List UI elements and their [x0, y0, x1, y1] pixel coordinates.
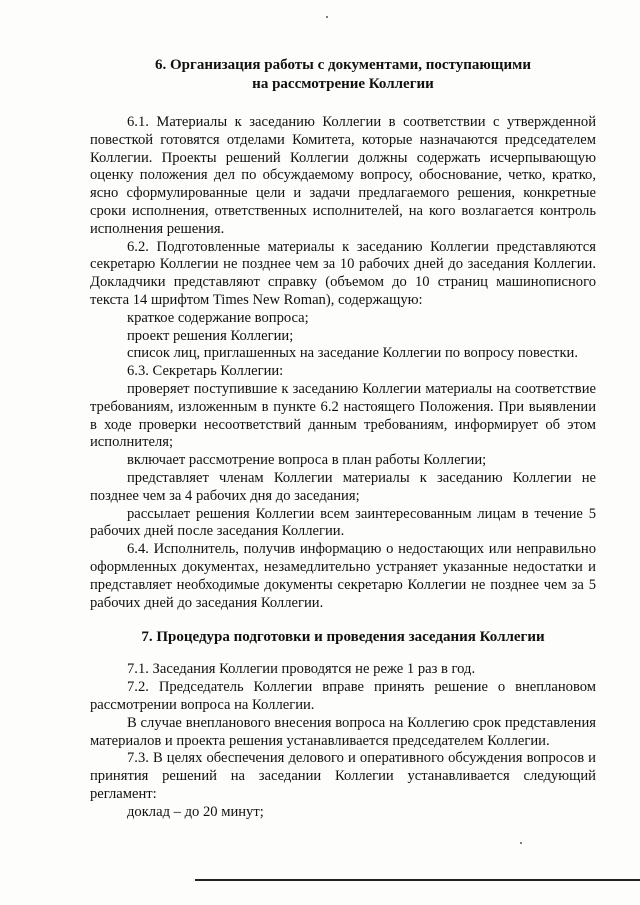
list-item-report-time: доклад – до 20 минут;	[127, 803, 264, 820]
paragraph-7-1: 7.1. Заседания Коллегии проводятся не реже 1 раз в год.	[127, 661, 476, 678]
paragraph-6-4: 6.4. Исполнитель, получив информацию о недостающих или неправильно оформленных документах, незамедлительно устраняет указанные недостатки и представляет необходимые документы секретарю Коллегии не позднее чем за 5 рабочих дней до заседания Коллегии.	[90, 541, 596, 611]
paragraph-6-2: 6.2. Подготовленные материалы к заседанию Коллегии представляются секретарю Коллегии не позднее чем за 10 рабочих дней до заседания Коллегии. Докладчики представляют справку (объемом до 10 страниц машинописного текста 14 шрифтом Times New Roman), содержащую:	[90, 238, 596, 308]
section-7-body	[90, 661, 596, 821]
scan-speck	[520, 842, 522, 844]
list-item-sends-decisions: рассылает решения Коллегии всем заинтересованным лицам в течение 5 рабочих дней после заседания Коллегии.	[90, 505, 596, 540]
paragraph-6-1: 6.1. Материалы к заседанию Коллегии в соответствии с утвержденной повесткой готовятся отделами Комитета, которые назначаются председателем Коллегии. Проекты решений Коллегии должны содержать исчерпывающую оценку положения дел по обсуждаемому вопросу, обоснование, четко, кратко, ясно сформулированные цели и задачи предлагаемого решения, конкретные сроки исполнения, ответственных исполнителей, на кого возлагается контроль исполнения решения.	[90, 114, 596, 237]
scan-speck	[326, 16, 328, 18]
section-6-title-line-1: 6. Организация работы с документами, поступающими	[155, 57, 531, 73]
list-item-summary: краткое содержание вопроса;	[127, 309, 309, 326]
section-6-body	[90, 114, 596, 612]
list-item-includes-in-plan: включает рассмотрение вопроса в план работы Коллегии;	[127, 452, 487, 469]
paragraph-6-3: 6.3. Секретарь Коллегии:	[127, 363, 284, 380]
list-item-invitees: список лиц, приглашенных на заседание Коллегии по вопросу повестки.	[127, 345, 578, 362]
paragraph-unplanned: В случае внепланового внесения вопроса на Коллегию срок представления материалов и проекта решения устанавливается председателем Коллегии.	[90, 714, 596, 749]
section-6-title	[90, 56, 596, 94]
list-item-presents-to-members: представляет членам Коллегии материалы к заседанию Коллегии не позднее чем за 4 рабочих дня до заседания;	[90, 469, 596, 504]
paragraph-7-2: 7.2. Председатель Коллегии вправе принять решение о внеплановом рассмотрении вопроса на Коллегии.	[90, 679, 596, 713]
scan-edge-line	[195, 879, 640, 881]
list-item-draft-decision: проект решения Коллегии;	[127, 327, 294, 344]
list-item-checks-materials: проверяет поступившие к заседанию Коллегии материалы на соответствие требованиям, изложенным в пункте 6.2 настоящего Положения. При выявлении в ходе проверки несоответствий данным требованиям, информирует об этом исполнителя;	[90, 380, 596, 451]
section-6-title-line-2: на рассмотрение Коллегии	[252, 76, 434, 92]
paragraph-7-3: 7.3. В целях обеспечения делового и оперативного обсуждения вопросов и принятия решений на заседании Коллегии устанавливается следующий регламент:	[90, 750, 596, 802]
section-7-title: 7. Процедура подготовки и проведения заседания Коллегии	[141, 629, 545, 646]
